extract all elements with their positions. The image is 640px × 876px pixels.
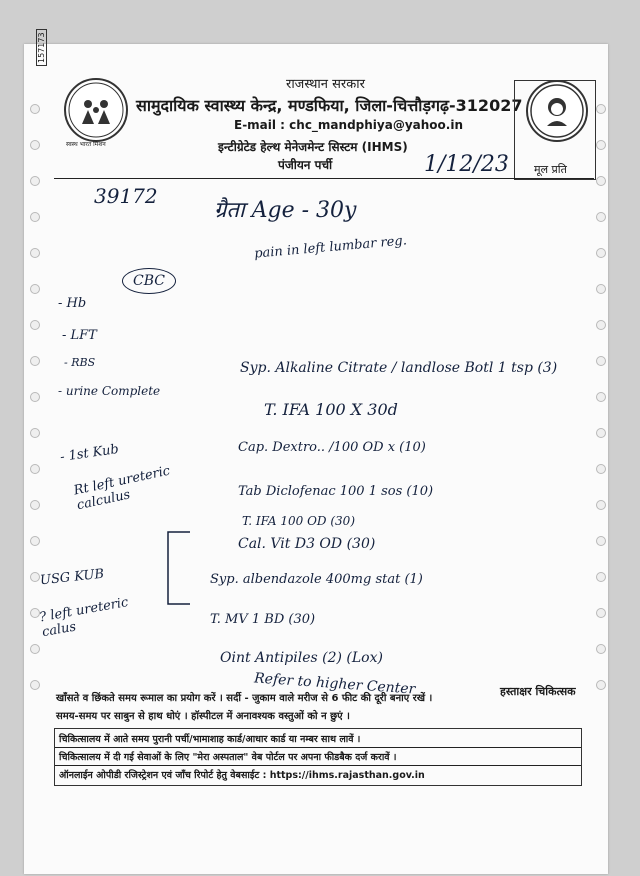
ihms-title: इन्टीग्रेटेड हेल्थ मेनेजमेन्ट सिस्टम (IHMS) — [218, 140, 408, 154]
chief-complaint: pain in left lumbar reg. — [253, 233, 408, 262]
referral-note: Refer to higher Center — [253, 670, 416, 698]
nhm-logo — [64, 78, 128, 142]
copy-label: मूल प्रति — [534, 163, 567, 176]
diagnosis-kub: - 1st Kub — [59, 441, 120, 466]
instruction-old-slip: चिकित्सालय में आते समय पुरानी पर्ची/भामाशाह कार्ड/आधार कार्ड या नम्बर साथ लावें । — [59, 734, 361, 745]
test-hb: - Hb — [58, 296, 87, 311]
notice-cough: खाँसते व छिंकते समय रूमाल का प्रयोग करें । सर्दी - जुकाम वाले मरीज से 6 फीट की दूरी बनाए रखें । — [56, 693, 433, 704]
header-divider — [54, 178, 594, 179]
rx-7: Syp. albendazole 400mg stat (1) — [210, 572, 423, 587]
facility-email: E-mail : chc_mandphiya@yahoo.in — [234, 118, 463, 132]
rx-5: T. IFA 100 OD (30) — [242, 514, 355, 528]
diagnosis-ureteric-calus: ? left ureteric calus — [38, 595, 130, 641]
test-urine: - urine Complete — [58, 384, 161, 398]
bracket-mark — [160, 528, 200, 608]
nhm-caption: स्वस्थ भारत मिशन — [66, 141, 106, 148]
rx-1: Syp. Alkaline Citrate / landlose Botl 1 tsp (3) — [240, 360, 558, 376]
rx-3: Cap. Dextro.. /100 OD x (10) — [238, 440, 426, 455]
slip-title: पंजीयन पर्ची — [278, 158, 333, 172]
patient-name-age: ग्रैता Age - 30y — [214, 198, 357, 223]
serial-number: 157173 — [36, 29, 47, 66]
facility-name: सामुदायिक स्वास्थ्य केन्द्र, मण्डफिया, जिला-चित्तौड़गढ़-312027 — [136, 96, 523, 115]
rx-4: Tab Diclofenac 100 1 sos (10) — [238, 484, 434, 499]
diagnosis-usg: USG KUB — [39, 566, 105, 589]
rx-2: T. IFA 100 X 30d — [264, 400, 398, 419]
diagnosis-ureteric: Rt left ureteric calculus — [72, 463, 172, 514]
rx-6: Cal. Vit D3 OD (30) — [238, 536, 376, 552]
test-rbs: - RBS — [64, 356, 96, 369]
test-lft: - LFT — [62, 328, 97, 343]
govt-title: राजस्थान सरकार — [286, 77, 365, 92]
registration-slip — [24, 32, 608, 874]
rx-8: T. MV 1 BD (30) — [210, 612, 316, 627]
right-punch-holes — [596, 104, 606, 724]
notice-handwash: समय-समय पर साबुन से हाथ धोएं । हॉस्पीटल में अनावश्यक वस्तुओं को न छुएं । — [56, 711, 350, 722]
registration-number: 39172 — [94, 184, 158, 208]
rx-9: Oint Antipiles (2) (Lox) — [220, 650, 383, 666]
instruction-feedback: चिकित्सालय में दी गई सेवाओं के लिए "मेरा अस्पताल" वेब पोर्टल पर अपना फीडबैक दर्ज करावें । — [59, 752, 397, 763]
instructions-box — [54, 728, 582, 786]
visit-date: 1/12/23 — [424, 152, 509, 177]
cbc-circled: CBC — [122, 268, 176, 294]
instruction-website: ऑनलाईन ओपीडी रजिस्ट्रेशन एवं जाँच रिपोर्ट हेतु वेबसाईट : https://ihms.rajasthan.gov.in — [59, 770, 425, 781]
doctor-signature-label: हस्ताक्षर चिकित्सक — [500, 685, 576, 698]
left-punch-holes — [30, 104, 40, 724]
